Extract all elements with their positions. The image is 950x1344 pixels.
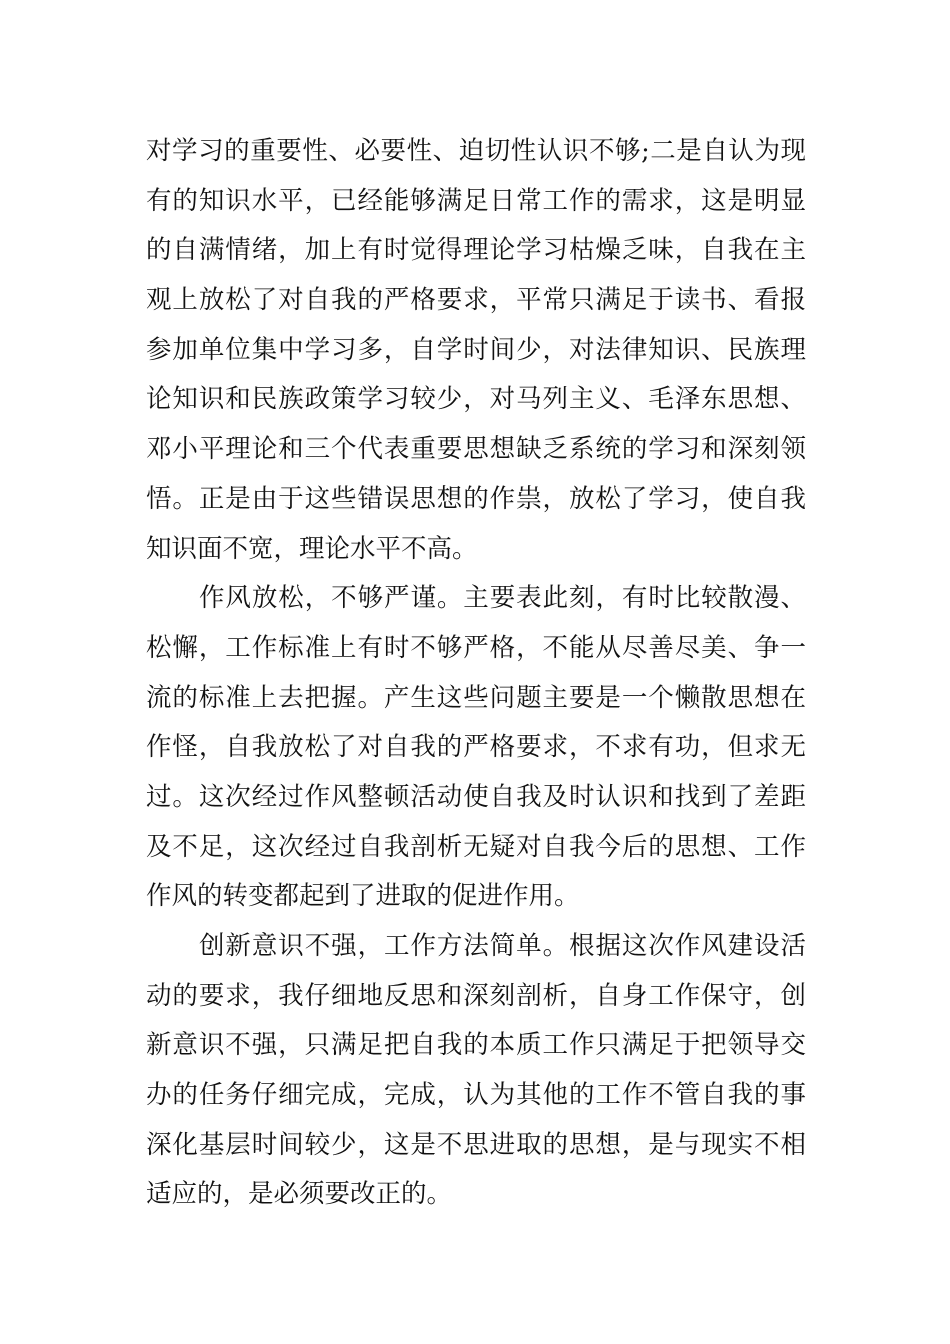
text-line: 创新意识不强，工作方法简单。根据这次作风建设活 xyxy=(199,931,806,961)
text-line: 悟。正是由于这些错误思想的作祟，放松了学习，使自我 xyxy=(146,483,806,514)
text-line: 对学习的重要性、必要性、迫切性认识不够;二是自认为现 xyxy=(146,136,806,166)
text-line: 论知识和民族政策学习较少，对马列主义、毛泽东思想、 xyxy=(146,384,806,415)
text-line: 作风放松，不够严谨。主要表此刻，有时比较散漫、 xyxy=(199,583,806,614)
text-line: 新意识不强，只满足把自我的本质工作只满足于把领导交 xyxy=(146,1030,806,1061)
text-line: 松懈，工作标准上有时不够严格，不能从尽善尽美、争一 xyxy=(146,632,806,663)
text-line: 适应的，是必须要改正的。 xyxy=(146,1179,453,1210)
text-line: 的自满情绪，加上有时觉得理论学习枯燥乏味，自我在主 xyxy=(146,235,806,266)
text-line: 作怪，自我放松了对自我的严格要求，不求有功，但求无 xyxy=(146,732,806,763)
paragraph-3 xyxy=(146,922,806,1220)
text-line: 办的任务仔细完成，完成，认为其他的工作不管自我的事 xyxy=(146,1080,806,1111)
body-text xyxy=(146,127,806,1220)
text-line: 邓小平理论和三个代表重要思想缺乏系统的学习和深刻领 xyxy=(146,434,806,465)
text-line: 流的标准上去把握。产生这些问题主要是一个懒散思想在 xyxy=(146,682,806,713)
text-line: 深化基层时间较少，这是不思进取的思想，是与现实不相 xyxy=(146,1129,806,1160)
text-line: 动的要求，我仔细地反思和深刻剖析，自身工作保守，创 xyxy=(146,980,806,1011)
paragraph-2 xyxy=(146,574,806,922)
text-line: 有的知识水平，已经能够满足日常工作的需求，这是明显 xyxy=(146,185,806,216)
text-line: 知识面不宽，理论水平不高。 xyxy=(146,533,478,564)
text-line: 作风的转变都起到了进取的促进作用。 xyxy=(146,881,580,912)
text-line: 参加单位集中学习多，自学时间少，对法律知识、民族理 xyxy=(146,334,806,365)
text-line: 及不足，这次经过自我剖析无疑对自我今后的思想、工作 xyxy=(146,831,806,862)
text-line: 观上放松了对自我的严格要求，平常只满足于读书、看报 xyxy=(146,285,806,316)
text-line: 过。这次经过作风整顿活动使自我及时认识和找到了差距 xyxy=(146,781,806,812)
paragraph-1 xyxy=(146,127,806,574)
